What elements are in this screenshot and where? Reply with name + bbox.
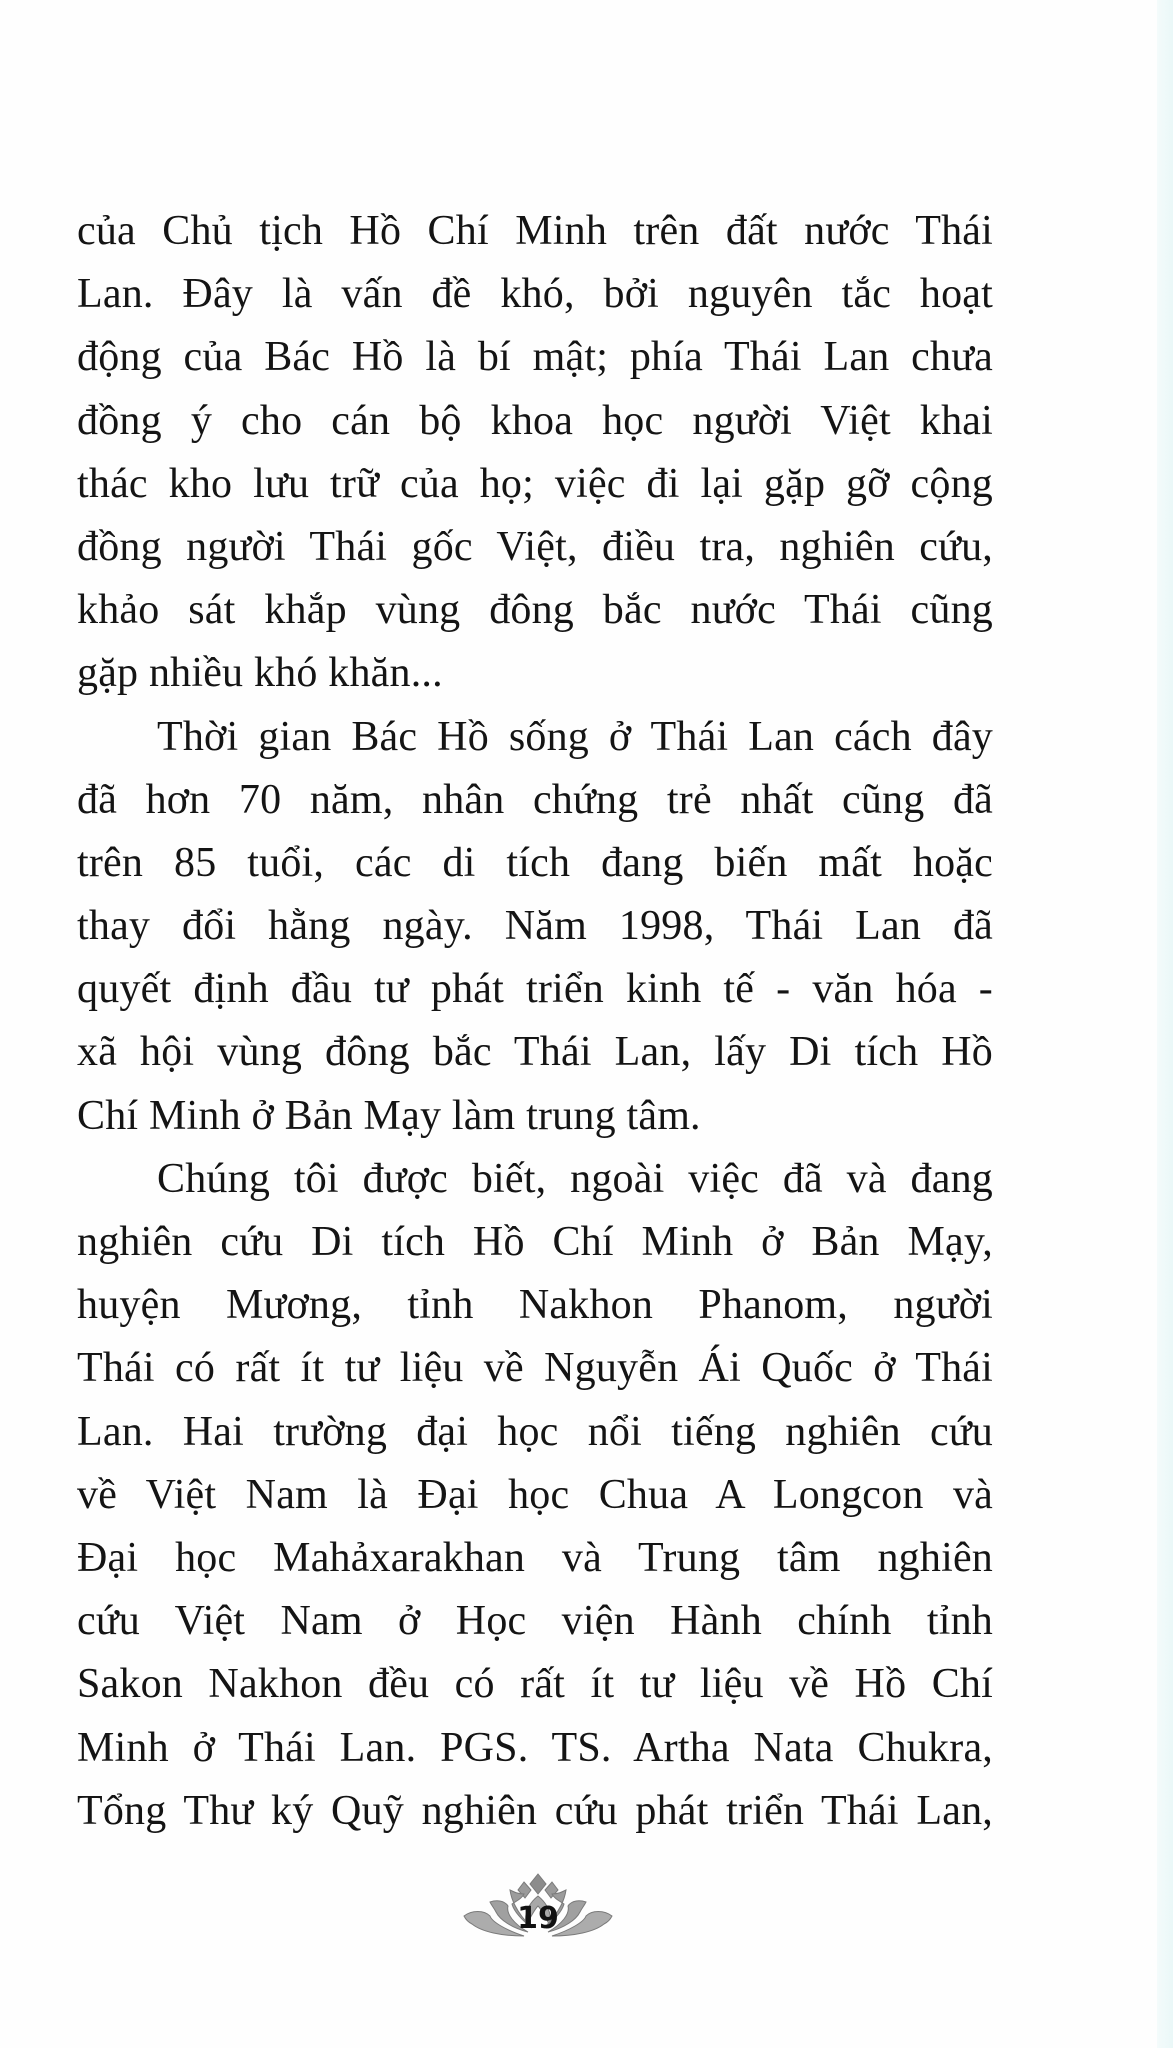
text-line: trên 85 tuổi, các di tích đang biến mất hoặc	[77, 839, 993, 886]
page-body-text	[77, 200, 993, 1843]
page-edge-strip	[1157, 0, 1173, 2048]
text-line-paragraph-end: Chí Minh ở Bản Mạy làm trung tâm.	[77, 1092, 701, 1139]
text-line-paragraph-end: gặp nhiều khó khăn...	[77, 650, 443, 697]
text-line: xã hội vùng đông bắc Thái Lan, lấy Di tích Hồ	[77, 1029, 993, 1076]
text-line: Tổng Thư ký Quỹ nghiên cứu phát triển Thái Lan,	[77, 1787, 993, 1834]
text-line: của Chủ tịch Hồ Chí Minh trên đất nước Thái	[77, 208, 993, 254]
text-line: Lan. Hai trường đại học nổi tiếng nghiên cứu	[77, 1408, 993, 1455]
text-line: quyết định đầu tư phát triển kinh tế - văn hóa -	[77, 966, 993, 1013]
text-line: khảo sát khắp vùng đông bắc nước Thái cũng	[77, 587, 993, 634]
text-line: thay đổi hằng ngày. Năm 1998, Thái Lan đã	[77, 903, 993, 950]
text-line: Thái có rất ít tư liệu về Nguyễn Ái Quốc ở Thái	[77, 1345, 993, 1392]
text-line: động của Bác Hồ là bí mật; phía Thái Lan chưa	[77, 334, 993, 381]
text-line: huyện Mương, tỉnh Nakhon Phanom, người	[77, 1282, 993, 1329]
text-line: đồng ý cho cán bộ khoa học người Việt khai	[77, 397, 993, 444]
text-line-paragraph-start: Chúng tôi được biết, ngoài việc đã và đang	[157, 1155, 993, 1202]
text-line: Sakon Nakhon đều có rất ít tư liệu về Hồ Chí	[77, 1661, 993, 1708]
text-line: đã hơn 70 năm, nhân chứng trẻ nhất cũng đã	[77, 776, 993, 823]
page-number: 19	[517, 1901, 559, 1936]
text-line: cứu Việt Nam ở Học viện Hành chính tỉnh	[77, 1598, 993, 1645]
text-line-paragraph-start: Thời gian Bác Hồ sống ở Thái Lan cách đây	[157, 713, 993, 760]
text-line: về Việt Nam là Đại học Chua A Longcon và	[77, 1471, 993, 1518]
text-line: Minh ở Thái Lan. PGS. TS. Artha Nata Chukra,	[77, 1724, 993, 1771]
text-line: thác kho lưu trữ của họ; việc đi lại gặp gỡ cộng	[77, 460, 993, 507]
page-folio	[462, 1870, 614, 1940]
text-line: Đại học Mahảxarakhan và Trung tâm nghiên	[77, 1534, 993, 1581]
text-line: nghiên cứu Di tích Hồ Chí Minh ở Bản Mạy,	[77, 1219, 993, 1265]
text-line: đồng người Thái gốc Việt, điều tra, nghiên cứu,	[77, 523, 993, 570]
text-line: Lan. Đây là vấn đề khó, bởi nguyên tắc hoạt	[77, 271, 993, 318]
